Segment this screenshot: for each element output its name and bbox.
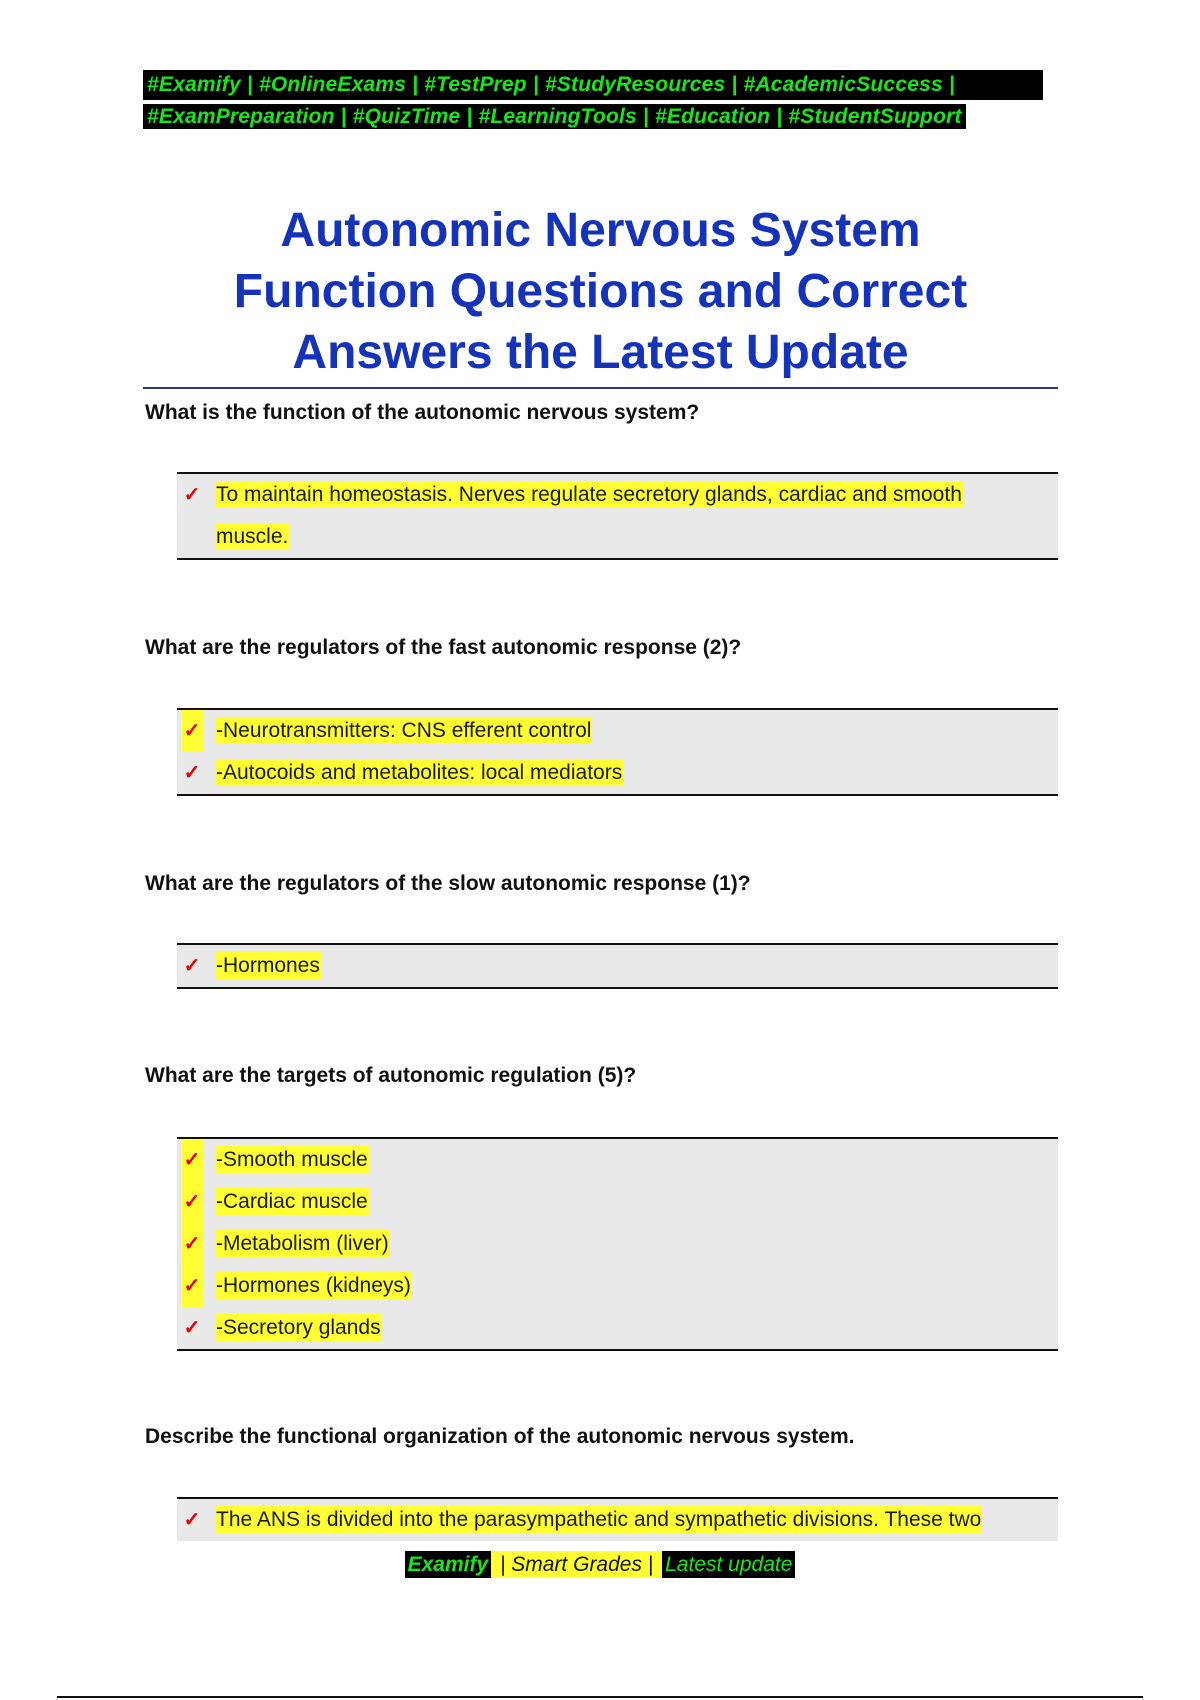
- answer-row: [177, 1265, 1058, 1307]
- title-line-3: Answers the Latest Update: [292, 326, 909, 379]
- answer-row: [177, 752, 1058, 794]
- hashtag-line-2: [143, 103, 1053, 131]
- title-line-2: Function Questions and Correct: [233, 265, 968, 318]
- title-divider: [143, 387, 1058, 389]
- hashtag-line-1: [143, 70, 1053, 98]
- hashtag-text-2: #ExamPreparation | #QuizTime | #LearningTools | #Education | #StudentSupport: [143, 104, 966, 129]
- check-icon: ✓: [181, 1265, 203, 1307]
- question-2: What are the regulators of the fast autonomic response (2)?: [145, 636, 742, 659]
- check-icon: ✓: [181, 1139, 203, 1181]
- answer-text: -Hormones: [216, 954, 320, 977]
- answer-row: [177, 1139, 1058, 1181]
- check-icon: ✓: [181, 1181, 203, 1223]
- answer-text: -Metabolism (liver): [216, 1232, 389, 1255]
- question-3: What are the regulators of the slow autonomic response (1)?: [145, 872, 751, 895]
- hashtag-banner: [143, 70, 1053, 136]
- check-icon: ✓: [181, 710, 203, 752]
- answer-row: [177, 516, 1058, 558]
- answer-block-2: [177, 708, 1058, 796]
- answer-text: -Autocoids and metabolites: local mediators: [216, 761, 623, 784]
- answer-row: [177, 1499, 1058, 1541]
- answer-text: -Smooth muscle: [216, 1148, 368, 1171]
- title-line-1: Autonomic Nervous System: [280, 204, 921, 257]
- answer-text: -Cardiac muscle: [216, 1190, 368, 1213]
- footer-brand: Examify: [405, 1551, 492, 1578]
- answer-text: To maintain homeostasis. Nerves regulate secretory glands, cardiac and smooth: [216, 483, 962, 506]
- answer-text: -Hormones (kidneys): [216, 1274, 411, 1297]
- answer-row: [177, 945, 1058, 987]
- check-icon: ✓: [183, 955, 201, 977]
- check-icon: ✓: [183, 1317, 201, 1339]
- footer-latest-update: Latest update: [662, 1551, 795, 1578]
- answer-block-1: [177, 472, 1058, 560]
- check-icon: ✓: [183, 762, 201, 784]
- answer-row: [177, 1181, 1058, 1223]
- answer-text: -Neurotransmitters: CNS efferent control: [216, 719, 592, 742]
- check-icon: ✓: [183, 484, 201, 506]
- footer-middle: | Smart Grades |: [491, 1551, 662, 1578]
- question-1: What is the function of the autonomic nervous system?: [145, 401, 700, 424]
- answer-block-3: [177, 943, 1058, 989]
- answer-row: [177, 710, 1058, 752]
- answer-row: [177, 474, 1058, 516]
- answer-row: [177, 1223, 1058, 1265]
- answer-row: [177, 1307, 1058, 1349]
- answer-block-5: [177, 1497, 1058, 1541]
- answer-text: The ANS is divided into the parasympathetic and sympathetic divisions. These two: [216, 1508, 982, 1531]
- question-4: What are the targets of autonomic regulation (5)?: [145, 1064, 637, 1087]
- page-footer: [0, 1553, 1200, 1577]
- question-5: Describe the functional organization of the autonomic nervous system.: [145, 1425, 855, 1448]
- check-icon: ✓: [183, 1509, 201, 1531]
- document-title: [143, 200, 1058, 383]
- answer-text: muscle.: [216, 525, 289, 548]
- page-bottom-divider: [57, 1696, 1143, 1698]
- answer-block-4: [177, 1137, 1058, 1351]
- answer-text: -Secretory glands: [216, 1316, 381, 1339]
- check-icon: ✓: [181, 1223, 203, 1265]
- hashtag-text-1: #Examify | #OnlineExams | #TestPrep | #StudyResources | #AcademicSuccess |: [143, 70, 1043, 100]
